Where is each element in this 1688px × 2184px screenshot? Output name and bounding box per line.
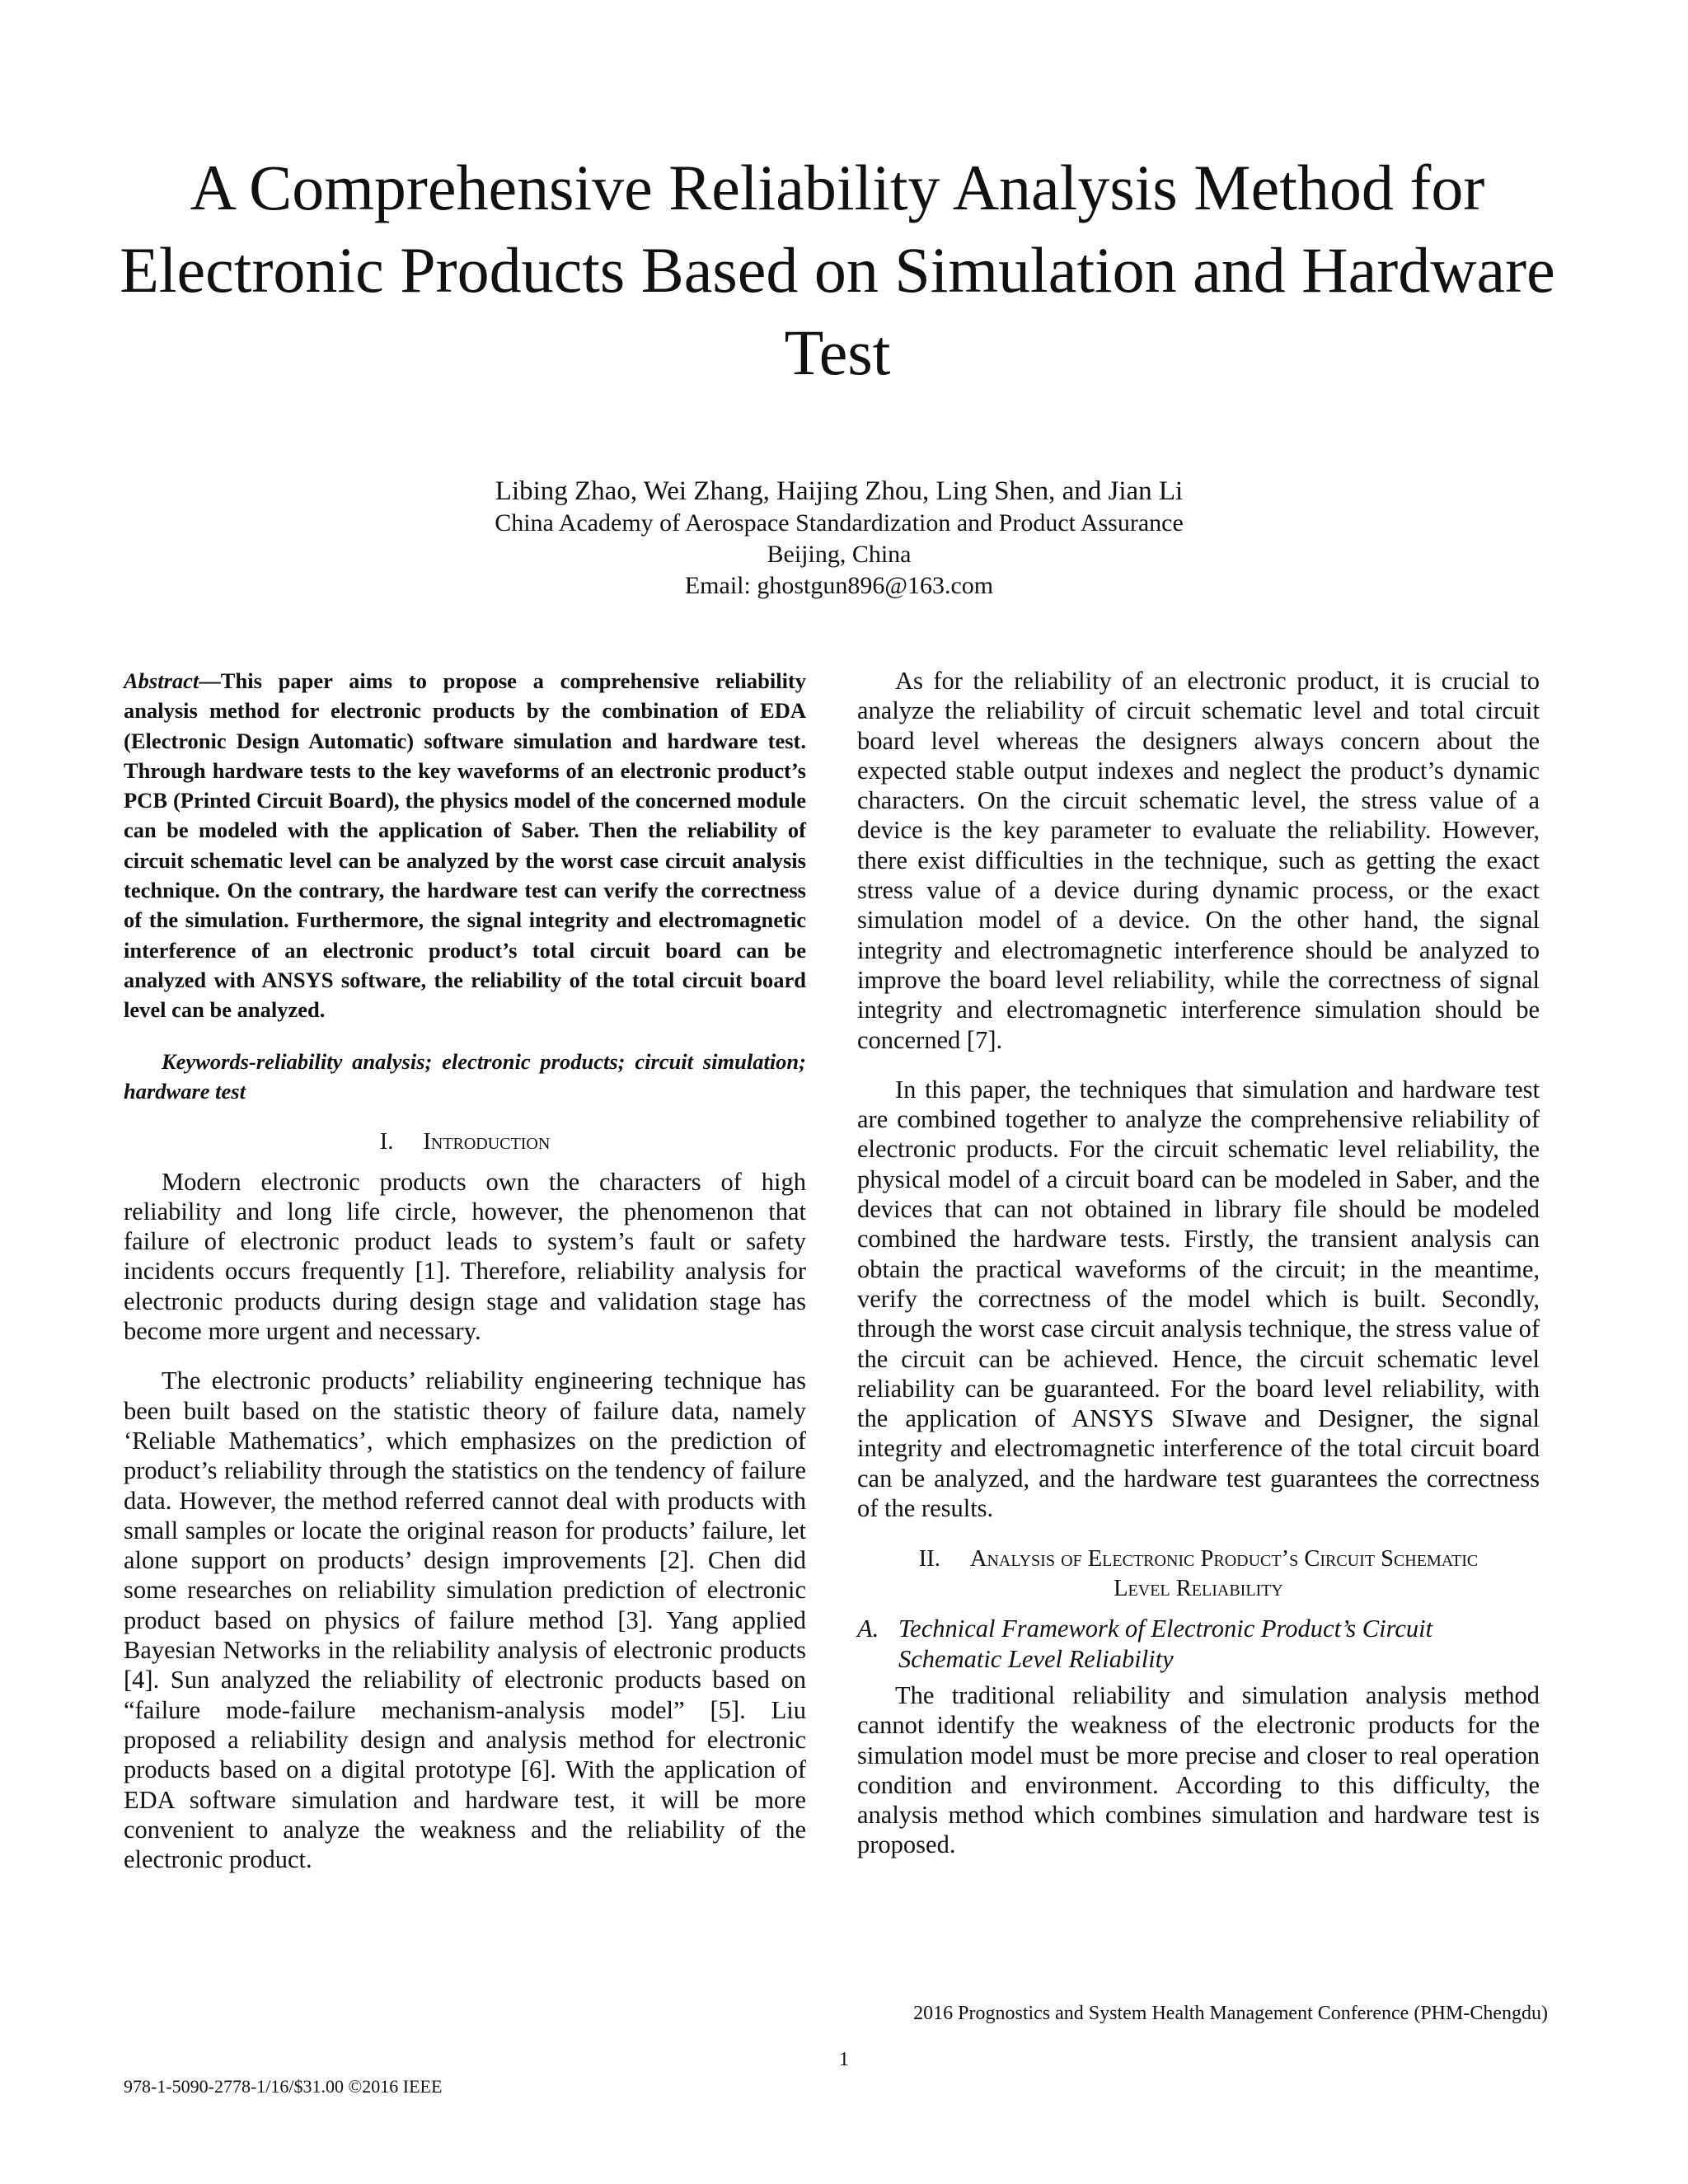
section-heading-introduction (124, 1127, 806, 1157)
body-paragraph-2: In this paper, the techniques that simulation and hardware test are combined together to analyze the comprehensive reliability of electronic products. For the circuit schematic level reliability, the physical model of a circuit board can be modeled in Saber, and the devices that can not obtained in library file should be modeled combined the hardware tests. Firstly, the transient analysis can obtain the practical waveforms of the circuit; in the meantime, verify the correctness of the model which is built. Secondly, through the worst case circuit analysis technique, the stress value of the circuit can be achieved. Hence, the circuit schematic level reliability can be guaranteed. For the board level reliability, with the application of ANSYS SIwave and Designer, the signal integrity and electromagnetic interference of the total circuit board can be analyzed, and the hardware test guarantees the correctness of the results. (857, 1075, 1540, 1523)
abstract (124, 666, 806, 1025)
conference-footer: 2016 Prognostics and System Health Management Conference (PHM-Chengdu) (913, 2003, 1548, 2024)
subsection-heading (857, 1614, 1540, 1674)
section-number: II. (918, 1546, 940, 1572)
author-block (247, 475, 1431, 602)
author-names: Libing Zhao, Wei Zhang, Haijing Zhou, Ling Shen, and Jian Li (495, 476, 1184, 506)
email: Email: ghostgun896@163.com (684, 572, 994, 599)
keywords: Keywords-reliability analysis; electronic products; circuit simulation; hardware test (124, 1048, 806, 1104)
subsection-number: A. (857, 1615, 879, 1643)
right-column (857, 666, 1540, 1880)
intro-paragraph-2: The electronic products’ reliability engineering technique has been built based on the statistic theory of failure data, namely ‘Reliable Mathematics’, which emphasizes on the prediction of product’s reliability through the statistics on the tendency of failure data. However, the method referred cannot deal with products with small samples or locate the original reason for products’ failure, let alone support on products’ design improvements [2]. Chen did some researches on reliability simulation prediction of electronic product based on physics of failure method [3]. Yang applied Bayesian Networks in the reliability analysis of electronic products [4]. Sun analyzed the reliability of electronic products based on “failure mode-failure mechanism-analysis model” [5]. Liu proposed a reliability design and analysis method for electronic products based on a digital prototype [6]. With the application of EDA software simulation and hardware test, it will be more convenient to analyze the weakness and the reliability of the electronic product. (124, 1366, 806, 1874)
left-column (124, 666, 806, 1894)
abstract-text: This paper aims to propose a comprehensive reliability analysis method for electronic products by the combination of EDA (Electronic Design Automatic) software simulation and hardware test. Through hardware tests to the key waveforms of an electronic product’s PCB (Printed Circuit Board), the physics model of the concerned module can be modeled with the application of Saber. Then the reliability of circuit schematic level can be analyzed by the worst case circuit analysis technique. On the contrary, the hardware test can verify the correctness of the simulation. Furthermore, the signal integrity and electromagnetic interference of an electronic product’s total circuit board can be analyzed with ANSYS software, the reliability of the total circuit board level can be analyzed. (124, 668, 806, 1023)
abstract-label: Abstract (124, 668, 199, 693)
paper-title: A Comprehensive Reliability Analysis Method for Electronic Products Based on Simulation and Hardware Test (120, 152, 1555, 388)
body-paragraph-3: The traditional reliability and simulation analysis method cannot identify the weakness of the electronic products for the simulation model must be more precise and closer to real operation condition and environment. According to this difficulty, the analysis method which combines simulation and hardware test is proposed. (857, 1680, 1540, 1859)
page-number: 1 (839, 2049, 849, 2070)
abstract-dash: — (199, 668, 221, 693)
copyright-notice: 978-1-5090-2778-1/16/$31.00 ©2016 IEEE (124, 2076, 443, 2097)
intro-paragraph-1: Modern electronic products own the characters of high reliability and long life circle, however, the phenomenon that failure of electronic product leads to system’s fault or safety incidents occurs frequently [1]. Therefore, reliability analysis for electronic products during design stage and validation stage has become more urgent and necessary. (124, 1167, 806, 1346)
section-number: I. (379, 1128, 394, 1155)
body-paragraph-1: As for the reliability of an electronic product, it is crucial to analyze the reliability of circuit schematic level and total circuit board level whereas the designers always concern about the expected stable output indexes and neglect the product’s dynamic characters. On the circuit schematic level, the stress value of a device is the key parameter to evaluate the reliability. However, there exist difficulties in the technique, such as getting the exact stress value of a device during dynamic process, or the exact simulation model of a device. On the other hand, the signal integrity and electromagnetic interference should be analyzed to improve the board level reliability, while the correctness of signal integrity and electromagnetic interference simulation should be concerned [7]. (857, 667, 1540, 1054)
subsection-title: Technical Framework of Electronic Product’s Circuit Schematic Level Reliability (898, 1615, 1433, 1673)
section-title: Introduction (423, 1128, 551, 1155)
section-title: Analysis of Electronic Product’s Circuit Schematic Level Reliability (969, 1546, 1479, 1602)
affiliation: China Academy of Aerospace Standardization and Product Assurance (495, 509, 1184, 537)
location: Beijing, China (767, 541, 912, 568)
section-heading-analysis (857, 1544, 1540, 1604)
